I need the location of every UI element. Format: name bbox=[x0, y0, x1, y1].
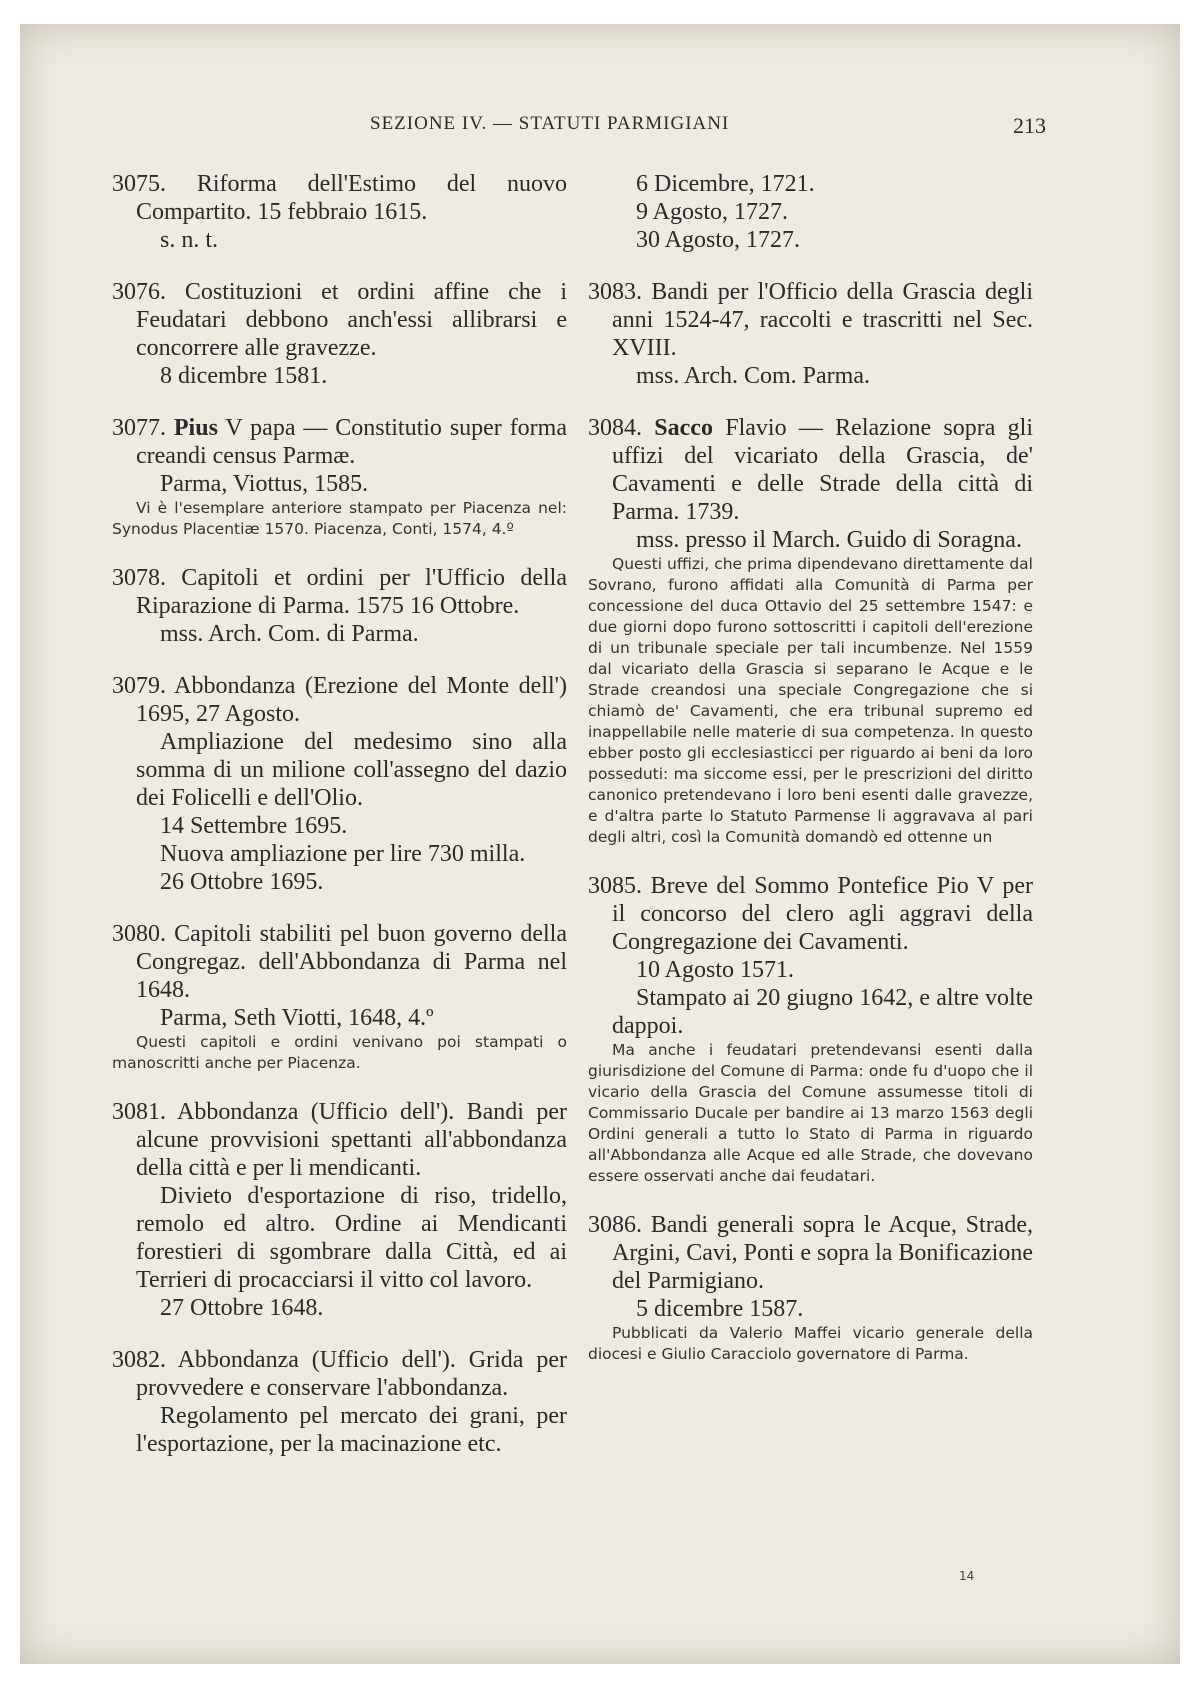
entry-detail: Regolamento pel mercato dei grani, per l'esportazione, per la macinazione etc. bbox=[136, 1403, 567, 1457]
continued-dates bbox=[588, 170, 1033, 254]
entry-detail: Stampato ai 20 giugno 1642, e altre volte dappoi. bbox=[612, 985, 1033, 1039]
entry-title bbox=[112, 414, 567, 470]
entry-note: Pubblicati da Valerio Maffei vicario generale della diocesi e Giulio Caracciolo governatore di Parma. bbox=[588, 1324, 1033, 1363]
entry-imprint: Parma, Seth Viotti, 1648, 4.º bbox=[160, 1005, 434, 1031]
signature-mark: 14 bbox=[959, 1569, 975, 1583]
entry-3078 bbox=[112, 564, 567, 648]
entry-imprint: Parma, Viottus, 1585. bbox=[160, 471, 369, 497]
entry-note: Questi capitoli e ordini venivano poi stampati o manoscritti anche per Piacenza. bbox=[112, 1033, 567, 1072]
entry-3080 bbox=[112, 920, 567, 1074]
entry-title: 3081. Abbondanza (Ufficio dell'). Bandi per alcune provvisioni spettanti all'abbondanza della città e per li mendicanti. bbox=[112, 1099, 567, 1181]
entry-date: 30 Agosto, 1727. bbox=[636, 227, 801, 253]
entry-date: 9 Agosto, 1727. bbox=[636, 199, 789, 225]
entry-source: mss. presso il March. Guido di Soragna. bbox=[636, 527, 1022, 553]
right-column bbox=[588, 170, 1033, 1389]
entry-title: 3080. Capitoli stabiliti pel buon governo della Congregaz. dell'Abbondanza di Parma nel 1648. bbox=[112, 921, 567, 1003]
entry-number: 3077. bbox=[112, 415, 166, 441]
entry-detail: Divieto d'esportazione di riso, tridello, remolo ed altro. Ordine ai Mendicanti forestieri di sgombrare dalla Città, ed ai Terrieri di procacciarsi il vitto col lavoro. bbox=[136, 1183, 567, 1293]
entry-3075 bbox=[112, 170, 567, 254]
entry-date: 8 dicembre 1581. bbox=[160, 363, 328, 389]
entry-detail: Ampliazione del medesimo sino alla somma di un milione coll'assegno del dazio dei Folicelli e dell'Olio. bbox=[136, 729, 567, 811]
entry-note: Ma anche i feudatari pretendevansi esenti dalla giurisdizione del Comune di Parma: onde fu d'uopo che il vicario della Grascia del Comune assumesse titoli di Commissario Ducale per bandire ai 13 marzo 1563 degli Ordini generali a tutto lo Stato di Parma in riguardo all'Abbondanza alle Acque ed alle Strade, che dovevano essere osservati anche dai feudatari. bbox=[588, 1041, 1033, 1185]
entry-note: Vi è l'esemplare anteriore stampato per Piacenza nel: Synodus Placentiæ 1570. Piacenza, Conti, 1574, 4.º bbox=[112, 499, 567, 538]
entry-3077 bbox=[112, 414, 567, 540]
entry-date: 10 Agosto 1571. bbox=[636, 957, 795, 983]
entry-source: mss. Arch. Com. Parma. bbox=[636, 363, 870, 389]
author-name: Pius bbox=[173, 415, 218, 441]
entry-title: 3078. Capitoli et ordini per l'Ufficio della Riparazione di Parma. 1575 16 Ottobre. bbox=[112, 565, 567, 619]
entry-title: 3085. Breve del Sommo Pontefice Pio V per il concorso del clero agli aggravi della Congregazione dei Cavamenti. bbox=[588, 873, 1033, 955]
entry-title-text: V papa — Constitutio super forma creandi census Parmæ. bbox=[136, 415, 567, 469]
entry-source: mss. Arch. Com. di Parma. bbox=[160, 621, 419, 647]
entry-note: Questi uffizi, che prima dipendevano direttamente dal Sovrano, furono affidati alla Comunità di Parma per concessione del duca Ottavio del 25 settembre 1547: e due giorni dopo furono sottoscritti i capitoli dell'erezione di un tribunale speciale per tali incumbenze. Nel 1559 dal vicariato della Grascia si separano le Acque e le Strade creandosi una speciale Congregazione che si chiamò de' Cavamenti, che era tribunal supremo ed inappellabile nelle materie di sua competenza. In questo ebber posto gli ecclesiasticci per riguardo ai beni da loro posseduti: ma siccome essi, per le prescrizioni del diritto canonico pretendevano i loro beni esenti dalle gravezze, e d'altra parte lo Statuto Parmense li aggravava al pari degli altri, così la Comunità domandò ed ottenne un bbox=[588, 555, 1033, 846]
entry-title: 3086. Bandi generali sopra le Acque, Strade, Argini, Cavi, Ponti e sopra la Bonificazione del Parmigiano. bbox=[588, 1212, 1033, 1294]
entry-title-text: Flavio — Relazione sopra gli uffizi del vicariato della Grascia, de' Cavamenti e delle Strade della città di Parma. 1739. bbox=[612, 415, 1034, 525]
entry-title bbox=[588, 414, 1033, 526]
entry-3086 bbox=[588, 1211, 1033, 1365]
entry-3084 bbox=[588, 414, 1033, 848]
entry-3076 bbox=[112, 278, 567, 390]
entry-date: 26 Ottobre 1695. bbox=[160, 869, 324, 895]
entry-title: 3079. Abbondanza (Erezione del Monte dell') 1695, 27 Agosto. bbox=[112, 673, 567, 727]
entry-number: 3084. bbox=[588, 415, 642, 441]
section-title: SEZIONE IV. — STATUTI PARMIGIANI bbox=[370, 113, 730, 134]
entry-date: 5 dicembre 1587. bbox=[636, 1296, 804, 1322]
entry-3079 bbox=[112, 672, 567, 896]
entry-3083 bbox=[588, 278, 1033, 390]
entry-title: 3075. Riforma dell'Estimo del nuovo Compartito. 15 febbraio 1615. bbox=[112, 171, 567, 225]
entry-detail: s. n. t. bbox=[160, 227, 219, 253]
entry-3081 bbox=[112, 1098, 567, 1322]
entry-detail: Nuova ampliazione per lire 730 milla. bbox=[160, 841, 526, 867]
entry-date: 6 Dicembre, 1721. bbox=[636, 171, 815, 197]
entry-3082 bbox=[112, 1346, 567, 1458]
entry-3085 bbox=[588, 872, 1033, 1187]
entry-title: 3083. Bandi per l'Officio della Grascia degli anni 1524-47, raccolti e trascritti nel Sec. XVIII. bbox=[588, 279, 1033, 361]
entry-title: 3076. Costituzioni et ordini affine che i Feudatari debbono anch'essi allibrarsi e concorrere alle gravezze. bbox=[112, 279, 567, 361]
entry-date: 14 Settembre 1695. bbox=[160, 813, 348, 839]
page-number: 213 bbox=[1013, 113, 1046, 138]
author-name: Sacco bbox=[654, 415, 713, 441]
entry-date: 27 Ottobre 1648. bbox=[160, 1295, 324, 1321]
left-column bbox=[112, 170, 567, 1482]
entry-title: 3082. Abbondanza (Ufficio dell'). Grida per provvedere e conservare l'abbondanza. bbox=[112, 1347, 567, 1401]
